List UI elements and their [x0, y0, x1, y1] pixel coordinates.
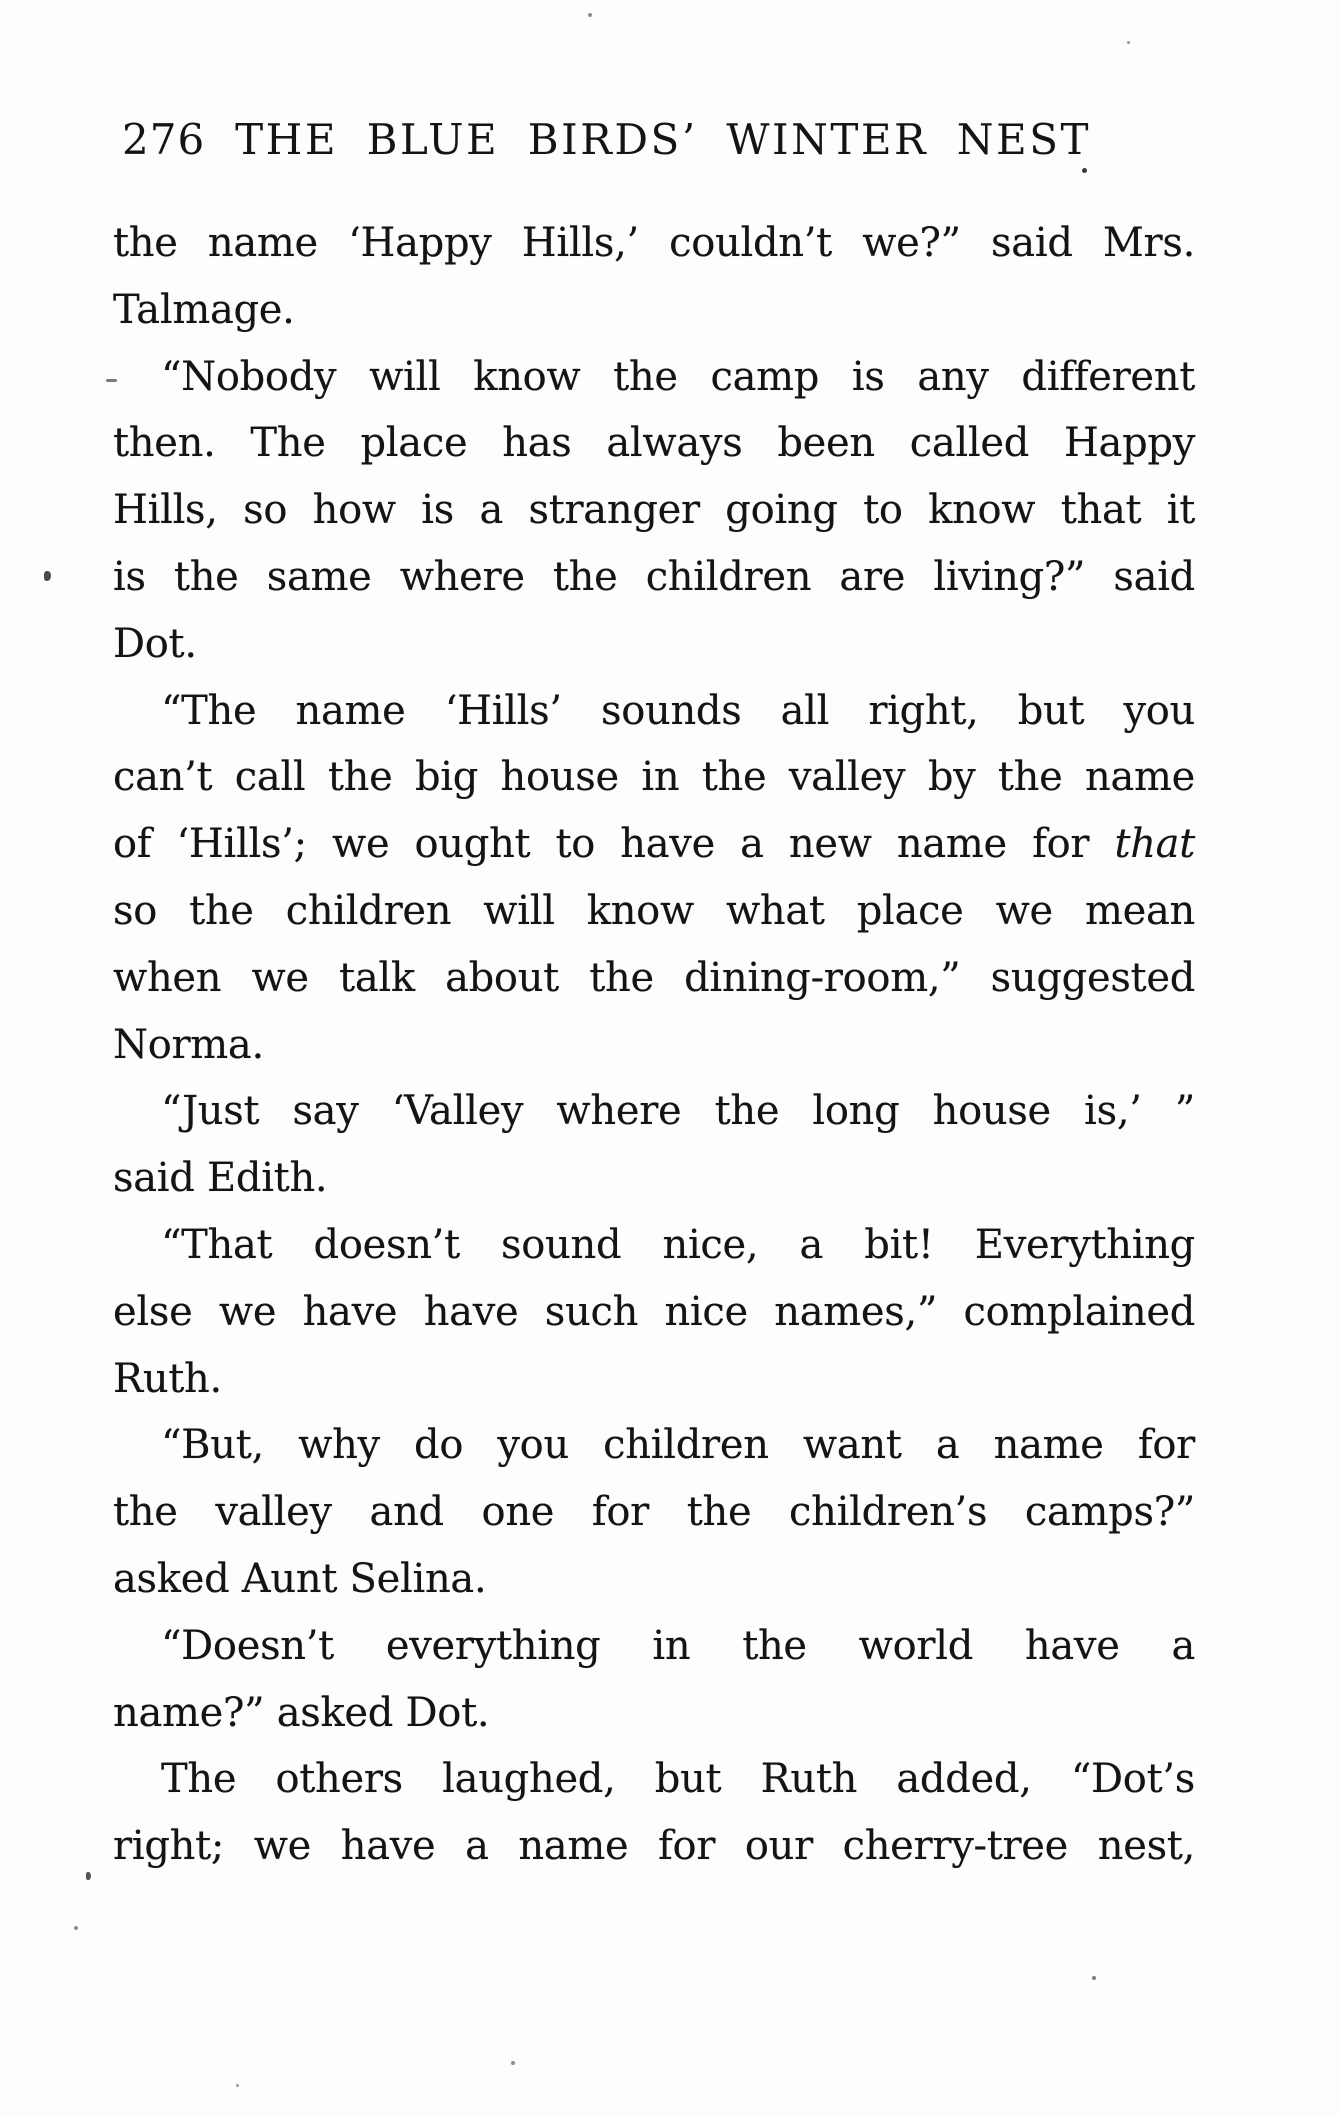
scan-speck [588, 13, 592, 17]
text-line [113, 1212, 1195, 1279]
text-segment: Talmage. [113, 286, 295, 333]
text-segment: the name ‘Happy Hills,’ couldn’t we?” said Mrs. [113, 220, 1195, 266]
text-line [113, 210, 1195, 277]
text-segment: right; we have a name for our cherry-tree nest, [113, 1823, 1195, 1870]
text-line [113, 477, 1195, 544]
scan-speck [1092, 1976, 1096, 1980]
text-segment: then. The place has always been called Happy [113, 420, 1195, 467]
scan-speck [1127, 41, 1130, 44]
scan-ink-mark [44, 571, 51, 581]
text-line [113, 1012, 1195, 1079]
text-line [113, 1145, 1195, 1212]
text-line [113, 1279, 1195, 1346]
text-segment: name?” asked Dot. [113, 1689, 490, 1736]
text-line [113, 1613, 1195, 1680]
text-line [113, 544, 1195, 611]
text-line [113, 1813, 1195, 1880]
scan-speck [74, 1926, 78, 1930]
text-segment: the valley and one for the children’s camps?” [113, 1489, 1195, 1536]
text-segment: “Doesn’t everything in the world have a [161, 1622, 1195, 1669]
scan-ink-mark [86, 1872, 91, 1880]
running-header-title: THE BLUE BIRDS’ WINTER NEST [235, 115, 1091, 164]
text-segment: “Just say ‘Valley where the long house is,’ ” [161, 1088, 1195, 1135]
text-line [113, 1479, 1195, 1546]
text-segment: said Edith. [113, 1155, 328, 1202]
text-segment: asked Aunt Selina. [113, 1555, 487, 1602]
page-number: 276 [122, 115, 206, 164]
text-segment: Ruth. [113, 1355, 222, 1402]
scan-speck [236, 2084, 239, 2087]
text-line [113, 678, 1195, 745]
text-line [113, 744, 1195, 811]
text-line [113, 811, 1195, 878]
text-segment: Norma. [113, 1021, 264, 1068]
text-line [113, 1078, 1195, 1145]
text-segment: so the children will know what place we mean [113, 887, 1195, 934]
text-segment: when we talk about the dining-room,” suggested [113, 954, 1195, 1001]
text-segment: is the same where the children are living?” said [113, 553, 1195, 600]
scan-speck [1082, 168, 1087, 173]
text-line [113, 1546, 1195, 1613]
text-line [113, 1412, 1195, 1479]
text-line [113, 611, 1195, 678]
emphasized-word: that [1114, 821, 1195, 868]
text-line [113, 344, 1195, 411]
running-header [122, 112, 1091, 168]
text-segment: else we have have such nice names,” complained [113, 1288, 1195, 1335]
scan-ink-mark [106, 379, 117, 382]
text-line [113, 1680, 1195, 1747]
text-segment: “Nobody will know the camp is any different [161, 353, 1195, 400]
text-segment: Dot. [113, 620, 197, 667]
scan-speck [511, 2061, 515, 2065]
text-line [113, 878, 1195, 945]
text-line [113, 277, 1195, 344]
text-line [113, 945, 1195, 1012]
text-line [113, 1346, 1195, 1413]
text-segment: Hills, so how is a stranger going to know that it [113, 487, 1195, 534]
text-line [113, 1746, 1195, 1813]
text-segment: “That doesn’t sound nice, a bit! Everything [161, 1221, 1195, 1268]
text-segment: can’t call the big house in the valley by the name [113, 754, 1195, 801]
text-segment: The others laughed, but Ruth added, “Dot’s [161, 1756, 1195, 1803]
body-text-block [113, 210, 1195, 1880]
text-segment: “But, why do you children want a name for [161, 1422, 1195, 1469]
text-segment: of ‘Hills’; we ought to have a new name for [113, 821, 1115, 868]
text-segment: “The name ‘Hills’ sounds all right, but you [161, 687, 1195, 734]
text-line [113, 410, 1195, 477]
